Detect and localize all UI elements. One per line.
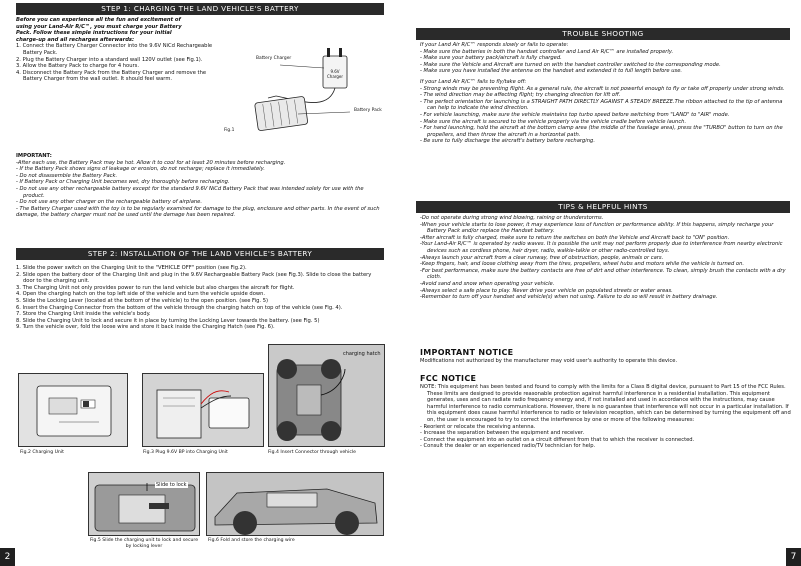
trouble-item: - For vehicle launching, make sure the vehicle maintains top turbo speed before switching from "LAND" to "AIR" mode.: [420, 111, 730, 118]
troubleshooting-text: [420, 42, 792, 145]
step2-step: 3. The Charging Unit not only provides power to run the land vehicle but also charges the aircraft for flight.: [16, 284, 295, 291]
fig1-caption: Fig.1: [224, 128, 235, 133]
slide-to-lock-label: Slide to lock: [156, 482, 187, 488]
trouble-item: - Strong winds may be preventing flight. As a general rule, the aircraft is not powerful enough to fly or take off properly under strong winds.: [420, 85, 785, 92]
important-item: - If Battery Pack or Charging Unit becomes wet, dry thoroughly before recharging.: [16, 179, 230, 186]
fig1-illustration: [224, 42, 388, 138]
tip-item: -Keep fingers, hair, and loose clothing away from the tires, propellers, wheel hubs and motors while the vehicle is turned on.: [420, 261, 745, 268]
step2-step: 9. Turn the vehicle over, fold the loose wire and store it back inside the Charging Hatch (see Fig. 6).: [16, 324, 275, 331]
step2-step: 7. Store the Charging Unit inside the vehicle's body.: [16, 311, 151, 318]
important-item: - Do not use any other charger on the rechargeable battery of airplane.: [16, 199, 202, 206]
step2-step: 1. Slide the power switch on the Charging Unit to the "VEHICLE OFF" position (see Fig.2).: [16, 265, 247, 271]
fig5-caption: Fig.5 Slide the charging unit to lock and secure by locking lever: [89, 538, 199, 549]
tip-item: -Your Land-Air R/C™ is operated by radio waves. It is possible the unit may not perform properly due to interference from nearby electronic devices such as cordless phone, hair dryer, radio, walkie-talkie or other radio-controlled toys.: [420, 241, 783, 254]
battery-pack-label: Battery Pack: [354, 108, 382, 113]
trouble-item: - Make sure the batteries in both the handset controller and Land Air R/C™ are installed properly.: [420, 48, 674, 55]
tip-item: -When your vehicle starts to lose power, it may experience loss of function or performance ability. If this happens, simply recharge your Battery Pack and/or replace the Handset battery.: [420, 221, 774, 235]
tips-text: [420, 215, 792, 301]
fig5-image: [88, 472, 200, 536]
troubleshooting-header: TROUBLE SHOOTING: [416, 28, 790, 40]
important-item: - Do not disassemble the Battery Pack.: [16, 172, 118, 179]
fig6-image: [206, 472, 384, 536]
charging-hatch-label: charging hatch: [343, 351, 381, 357]
important-item: - If the Battery Pack shows signs of leakage or erosion, do not recharge; replace it immediately.: [16, 166, 265, 173]
step2-step: 5. Slide the Locking Lever (located at the bottom of the vehicle) to the open position. (see Fig. 5): [16, 297, 269, 304]
important-item: - Do not use any other rechargeable battery except for the standard 9.6V NiCd Battery Pack that was intended solely for use with the product.: [16, 185, 364, 199]
tip-item: -Avoid sand and snow when operating your vehicle.: [420, 280, 555, 287]
step2-step: 4. Open the charging hatch on the top left side of the vehicle and turn the vehicle upside down.: [16, 291, 266, 298]
fcc-notice-title: FCC NOTICE: [420, 374, 477, 383]
step1-text: [16, 17, 224, 83]
step1-step: 3. Allow the Battery Pack to charge for 4 hours.: [16, 63, 139, 70]
trouble-item: - Make sure your battery pack/aircraft is fully charged.: [420, 55, 562, 62]
important-notice-text: Modifications not authorized by the manufacturer may void user's authority to operate this device.: [420, 358, 678, 364]
battery-charger-drawing: [228, 42, 388, 138]
fcc-notice-section: [420, 384, 792, 450]
trouble-intro-1: If your Land Air R/C™ responds slowly or fails to operate:: [420, 42, 569, 48]
step1-step: 1. Connect the Battery Charger Connector into the 9.6V NiCd Rechargeable Battery Pack.: [16, 43, 213, 56]
step1-header: STEP 1: CHARGING THE LAND VEHICLE'S BATTERY: [16, 3, 384, 15]
tip-item: -Remember to turn off your handset and vehicle(s) when not using. Failure to do so will result in battery drainage.: [420, 294, 718, 301]
fcc-measure: - Connect the equipment into an outlet on a circuit different from that to which the receiver is connected.: [420, 436, 695, 443]
trouble-item: - Make sure you have installed the antenna on the handset and extended it to full length before use.: [420, 68, 683, 75]
trouble-item: - Make sure the aircraft is secured to the vehicle properly via the vehicle cradle before vehicle launch.: [420, 118, 687, 125]
fig3-image: [142, 373, 264, 447]
fig4-image: [268, 344, 385, 447]
fcc-measure: - Reorient or relocate the receiving antenna.: [420, 423, 536, 430]
tip-item: -After aircraft is fully charged, make sure to return the switches on both the Vehicle and Aircraft back to "ON" position.: [420, 234, 730, 241]
important-section: [16, 153, 384, 219]
trouble-item: - Make sure the Vehicle and Aircraft are turned on with the handset controller switched to the corresponding mode.: [420, 61, 721, 68]
vehicle-store-wire-drawing: [207, 473, 384, 536]
vehicle-upside-drawing: [269, 345, 385, 447]
tip-item: -Always launch your aircraft from a clear runway, free of obstruction, people, animals or cars.: [420, 254, 664, 261]
battery-charger-label: Battery Charger: [256, 56, 292, 61]
step1-step: 2. Plug the Battery Charger into a standard wall 120V outlet (see Fig.1).: [16, 56, 203, 63]
page-number-left: 2: [0, 548, 15, 566]
page-number-right: 7: [786, 548, 801, 566]
important-notice-title: IMPORTANT NOTICE: [420, 348, 514, 357]
tip-item: -Do not operate during strong wind blowing, raining or thunderstorms.: [420, 215, 604, 221]
step2-step: 2. Slide open the battery door of the Charging Unit and plug in the 9.6V Rechargeable Battery Pack (see Fig.3). Slide to close the battery door to the charging unit.: [16, 271, 372, 285]
plug-battery-drawing: [143, 374, 264, 447]
step1-intro: Before you can experience all the fun and excitement of using your Land-Air R/C™, you must charge your Battery Pack. Follow these simple instructions for your initial charge-up and all recharges afterwards:: [16, 17, 182, 43]
fcc-measure: - Consult the dealer or an experienced radio/TV technician for help.: [420, 443, 596, 450]
trouble-item: - Be sure to fully discharge the aircraft's battery before recharging.: [420, 138, 595, 145]
tip-item: -For best performance, make sure the battery contacts are free of dirt and other interference. To clean, simply brush the contacts with a dry cloth.: [420, 267, 786, 281]
important-item: -After each use, the Battery Pack may be hot. Allow it to cool for at least 20 minutes before recharging.: [16, 159, 286, 166]
fcc-measure: - Increase the separation between the equipment and receiver.: [420, 430, 585, 437]
step2-steps: [16, 265, 384, 331]
fig4-caption: Fig.4 Insert Connector through vehicle: [268, 450, 357, 455]
trouble-intro-2: If your Land Air R/C™ fails to fly/take off:: [420, 78, 527, 85]
fig2-image: [18, 373, 128, 447]
trouble-item: - The wind direction may be affecting flight; try changing direction for lift off.: [420, 92, 621, 99]
important-item: - The Battery Charger used with the toy is to be regularly examined for damage to the plug, enclosure and other parts. In the event of such damage, the battery charger must not be used until the damage has been repaired.: [16, 205, 380, 219]
trouble-item: - For hand launching, hold the aircraft at the bottom clamp area (the middle of the fuselage area), press the "TURBO" button to turn on the propellers, and then throw the aircraft in a horizontal path.: [420, 125, 783, 138]
fig6-caption: Fig.6 Fold and store the charging wire: [208, 538, 295, 543]
tips-header: TIPS & HELPFUL HINTS: [416, 201, 790, 213]
step2-step: 6. Insert the Charging Connector from the bottom of the vehicle through the charging hatch on top of the vehicle (see Fig. 4).: [16, 304, 343, 311]
fcc-notice-text: NOTE: This equipment has been tested and found to comply with the limits for a Class B digital device, pursuant to Part 15 of the FCC Rules. These limits are designed to provide reasonable protection against harmful interference in a residential installation. This equipment generates, uses and can radiate radio frequency energy and, if not installed and used in accordance with the instructions, may cause harmful interference to radio communications. However, there is no guarantee that interference will not occur in a particular installation. If this equipment does cause harmful interference to radio or television reception, which can be determined by turning the equipment off and on, the user is encouraged to try to correct the interference by one or more of the following measures:: [420, 384, 791, 423]
step1-step: 4. Disconnect the Battery Pack from the Battery Charger and remove the Battery Charger from the wall outlet. It should feel warm.: [16, 69, 207, 83]
charging-unit-drawing: [19, 374, 128, 447]
left-page: [0, 0, 400, 566]
step2-header: STEP 2: INSTALLATION OF THE LAND VEHICLE'S BATTERY: [16, 248, 384, 260]
trouble-item: - The perfect orientation for launching is a STRAIGHT PATH DIRECTLY AGAINST A STEADY BREEZE.The ribbon attached to the tip of antenna can help to indicate the wind direction.: [420, 98, 783, 112]
important-title: IMPORTANT:: [16, 153, 52, 159]
tip-item: -Always select a safe place to play. Never drive your vehicle on populated streets or water areas.: [420, 287, 673, 294]
charger-text: 9.6V Charger: [327, 69, 343, 79]
right-page: [400, 0, 801, 566]
step2-step: 8. Slide the Charging Unit to lock and secure it in place by turning the Locking Lever towards the battery. (see Fig. 5): [16, 317, 320, 324]
fig3-caption: Fig.3 Plug 9.6V BP into Charging Unit: [143, 450, 228, 455]
fig2-caption: Fig.2 Charging Unit: [20, 450, 64, 455]
